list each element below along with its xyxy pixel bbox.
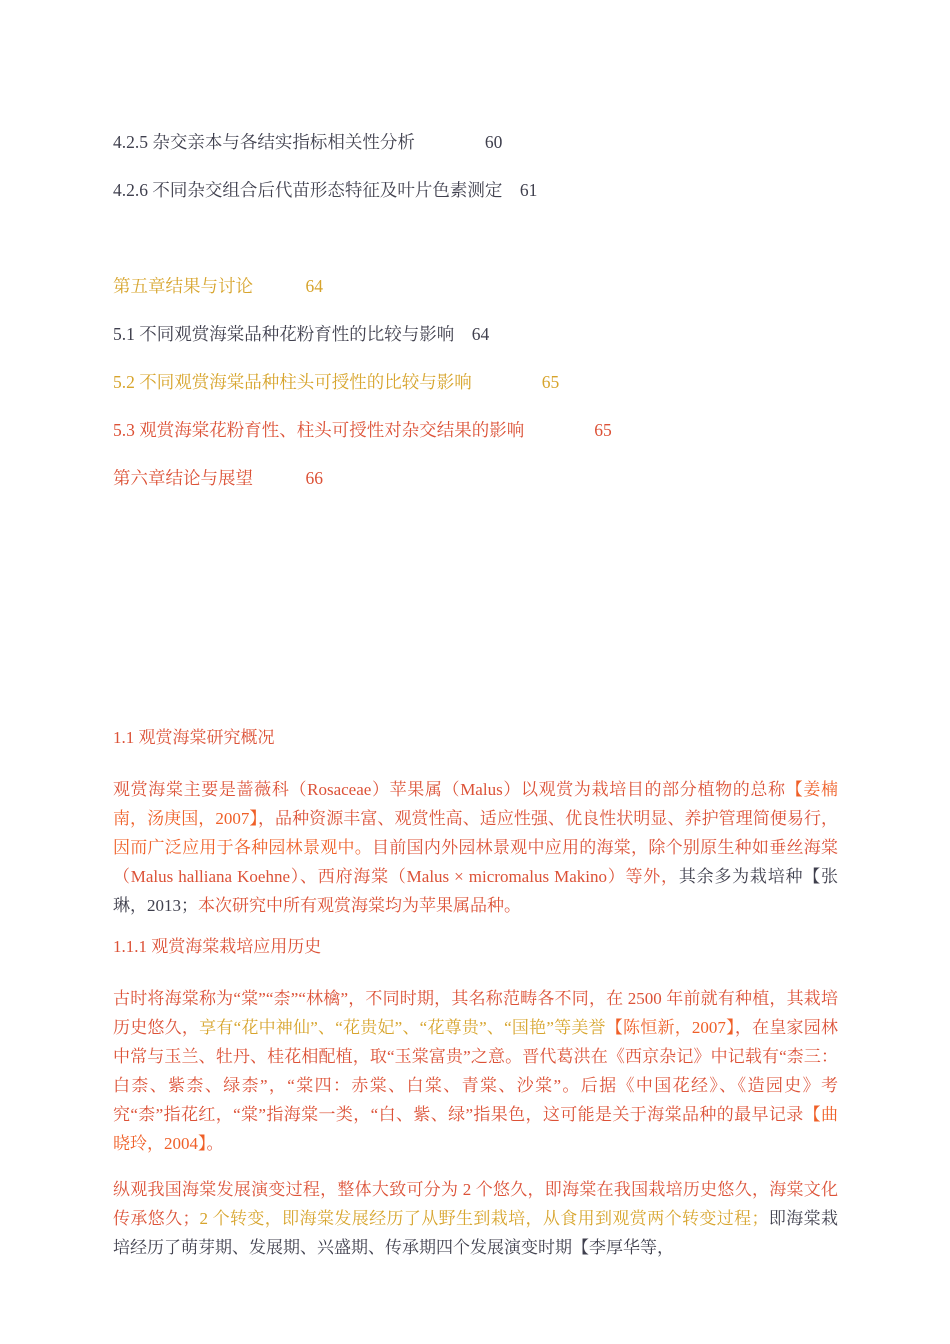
toc-page-number: 61	[519, 180, 538, 200]
table-of-contents	[113, 132, 838, 488]
toc-entry-label: 4.2.6 不同杂交组合后代苗形态特征及叶片色素测定	[113, 180, 503, 200]
toc-entry	[113, 420, 838, 440]
text-run: ，在皇家园林中常与玉兰、牡丹、桂花相配植，取“玉棠富贵”之意。晋代葛洪在《西京杂记》中记载有“柰三：白柰、紫柰、绿柰”，“棠四：赤棠、白棠、青棠、沙棠”。后据《中国花经》、《造园史》考究“柰”指花红，“棠”指海棠一类，“白、紫、绿”指果色，这可能是关于海棠品种的最早记录	[113, 1018, 839, 1124]
toc-page-number: 64	[471, 324, 490, 344]
text-run: 2 个转变，即海棠发展经历了从野生到栽培，从食用到观赏两个转变过程；	[199, 1209, 769, 1228]
toc-blank-line	[113, 228, 838, 248]
section-heading-1-1-1	[113, 937, 838, 957]
document-body	[113, 728, 838, 1262]
toc-tab-gap	[502, 180, 520, 200]
toc-entry	[113, 324, 838, 344]
toc-page-number: 60	[484, 132, 503, 152]
toc-tab-gap	[454, 324, 472, 344]
toc-entry	[113, 372, 838, 392]
text-run: 1.1 观赏海棠研究概况	[113, 728, 275, 747]
text-run: 目前国内外园林景观中应用的海棠，除个别原生种如垂丝海棠（Malus halliana Koehne）、西府海棠（Malus × micromalus Makino）等外，	[113, 838, 839, 886]
toc-tab-gap	[415, 132, 485, 152]
paragraph-overview	[113, 775, 838, 920]
text-run: 【曲晓玲，2004】	[113, 1105, 838, 1153]
toc-entry-label: 5.2 不同观赏海棠品种柱头可授性的比较与影响	[113, 372, 472, 392]
toc-entry-label: 第五章结果与讨论	[113, 276, 253, 296]
toc-page-number: 65	[541, 372, 560, 392]
toc-page-number: 66	[305, 468, 323, 488]
toc-entry	[113, 468, 838, 488]
toc-entry-label: 4.2.5 杂交亲本与各结实指标相关性分析	[113, 132, 415, 152]
text-run: 其余多为栽培种【张琳，2013；	[113, 867, 839, 915]
text-run: 观赏海棠主要是蔷薇科（Rosaceae）苹果属（Malus）以观赏为栽培目的部分植物的总称	[113, 780, 786, 799]
text-run: 。	[206, 1134, 224, 1153]
paragraph-evolution	[113, 1175, 838, 1262]
toc-tab-gap	[472, 372, 542, 392]
toc-entry-label: 5.1 不同观赏海棠品种花粉育性的比较与影响	[113, 324, 455, 344]
toc-tab-gap	[524, 420, 594, 440]
toc-entry-label: 第六章结论与展望	[113, 468, 253, 488]
toc-entry-label: 5.3 观赏海棠花粉育性、柱头可授性对杂交结果的影响	[113, 420, 525, 440]
toc-tab-gap	[253, 276, 306, 296]
paragraph-history	[113, 984, 838, 1158]
text-run: 享有“花中神仙”、“花贵妃”、“花尊贵”、“国艳”等美誉	[199, 1018, 606, 1037]
toc-entry	[113, 276, 838, 296]
page-break-gap	[113, 516, 838, 728]
text-run: 【姜楠南，汤庚国，2007】	[113, 780, 838, 828]
text-run: 古时将海棠称为“棠”“柰”“林檎”，不同时期，其名称范畴各不同，在 2500 年前就有种植，其栽培历史悠久，	[113, 989, 838, 1037]
text-run: ，品种资源丰富、观赏性高、适应性强、优良性状明显、养护管理简便易行，	[258, 809, 839, 828]
text-run: 即海棠栽培经历了萌芽期、发展期、兴盛期、传承期四个发展演变时期【李厚华等，	[113, 1209, 839, 1257]
text-run: 1.1.1 观赏海棠栽培应用历史	[113, 937, 322, 956]
text-run: 本次研究中所有观赏海棠均为苹果属品种。	[198, 896, 521, 915]
section-heading-1-1	[113, 728, 838, 748]
text-run: 纵观我国海棠发展演变过程，整体大致可分为 2 个悠久，即海棠在我国栽培历史悠久，海棠文化传承悠久；	[113, 1180, 838, 1228]
toc-page-number: 64	[305, 276, 323, 296]
toc-entry	[113, 132, 838, 152]
toc-entry	[113, 180, 838, 200]
toc-tab-gap	[253, 468, 306, 488]
text-run: 因而广泛应用于各种园林景观中。	[113, 838, 373, 857]
toc-page-number: 65	[594, 420, 612, 440]
text-run: 【陈恒新，2007】	[605, 1018, 735, 1037]
